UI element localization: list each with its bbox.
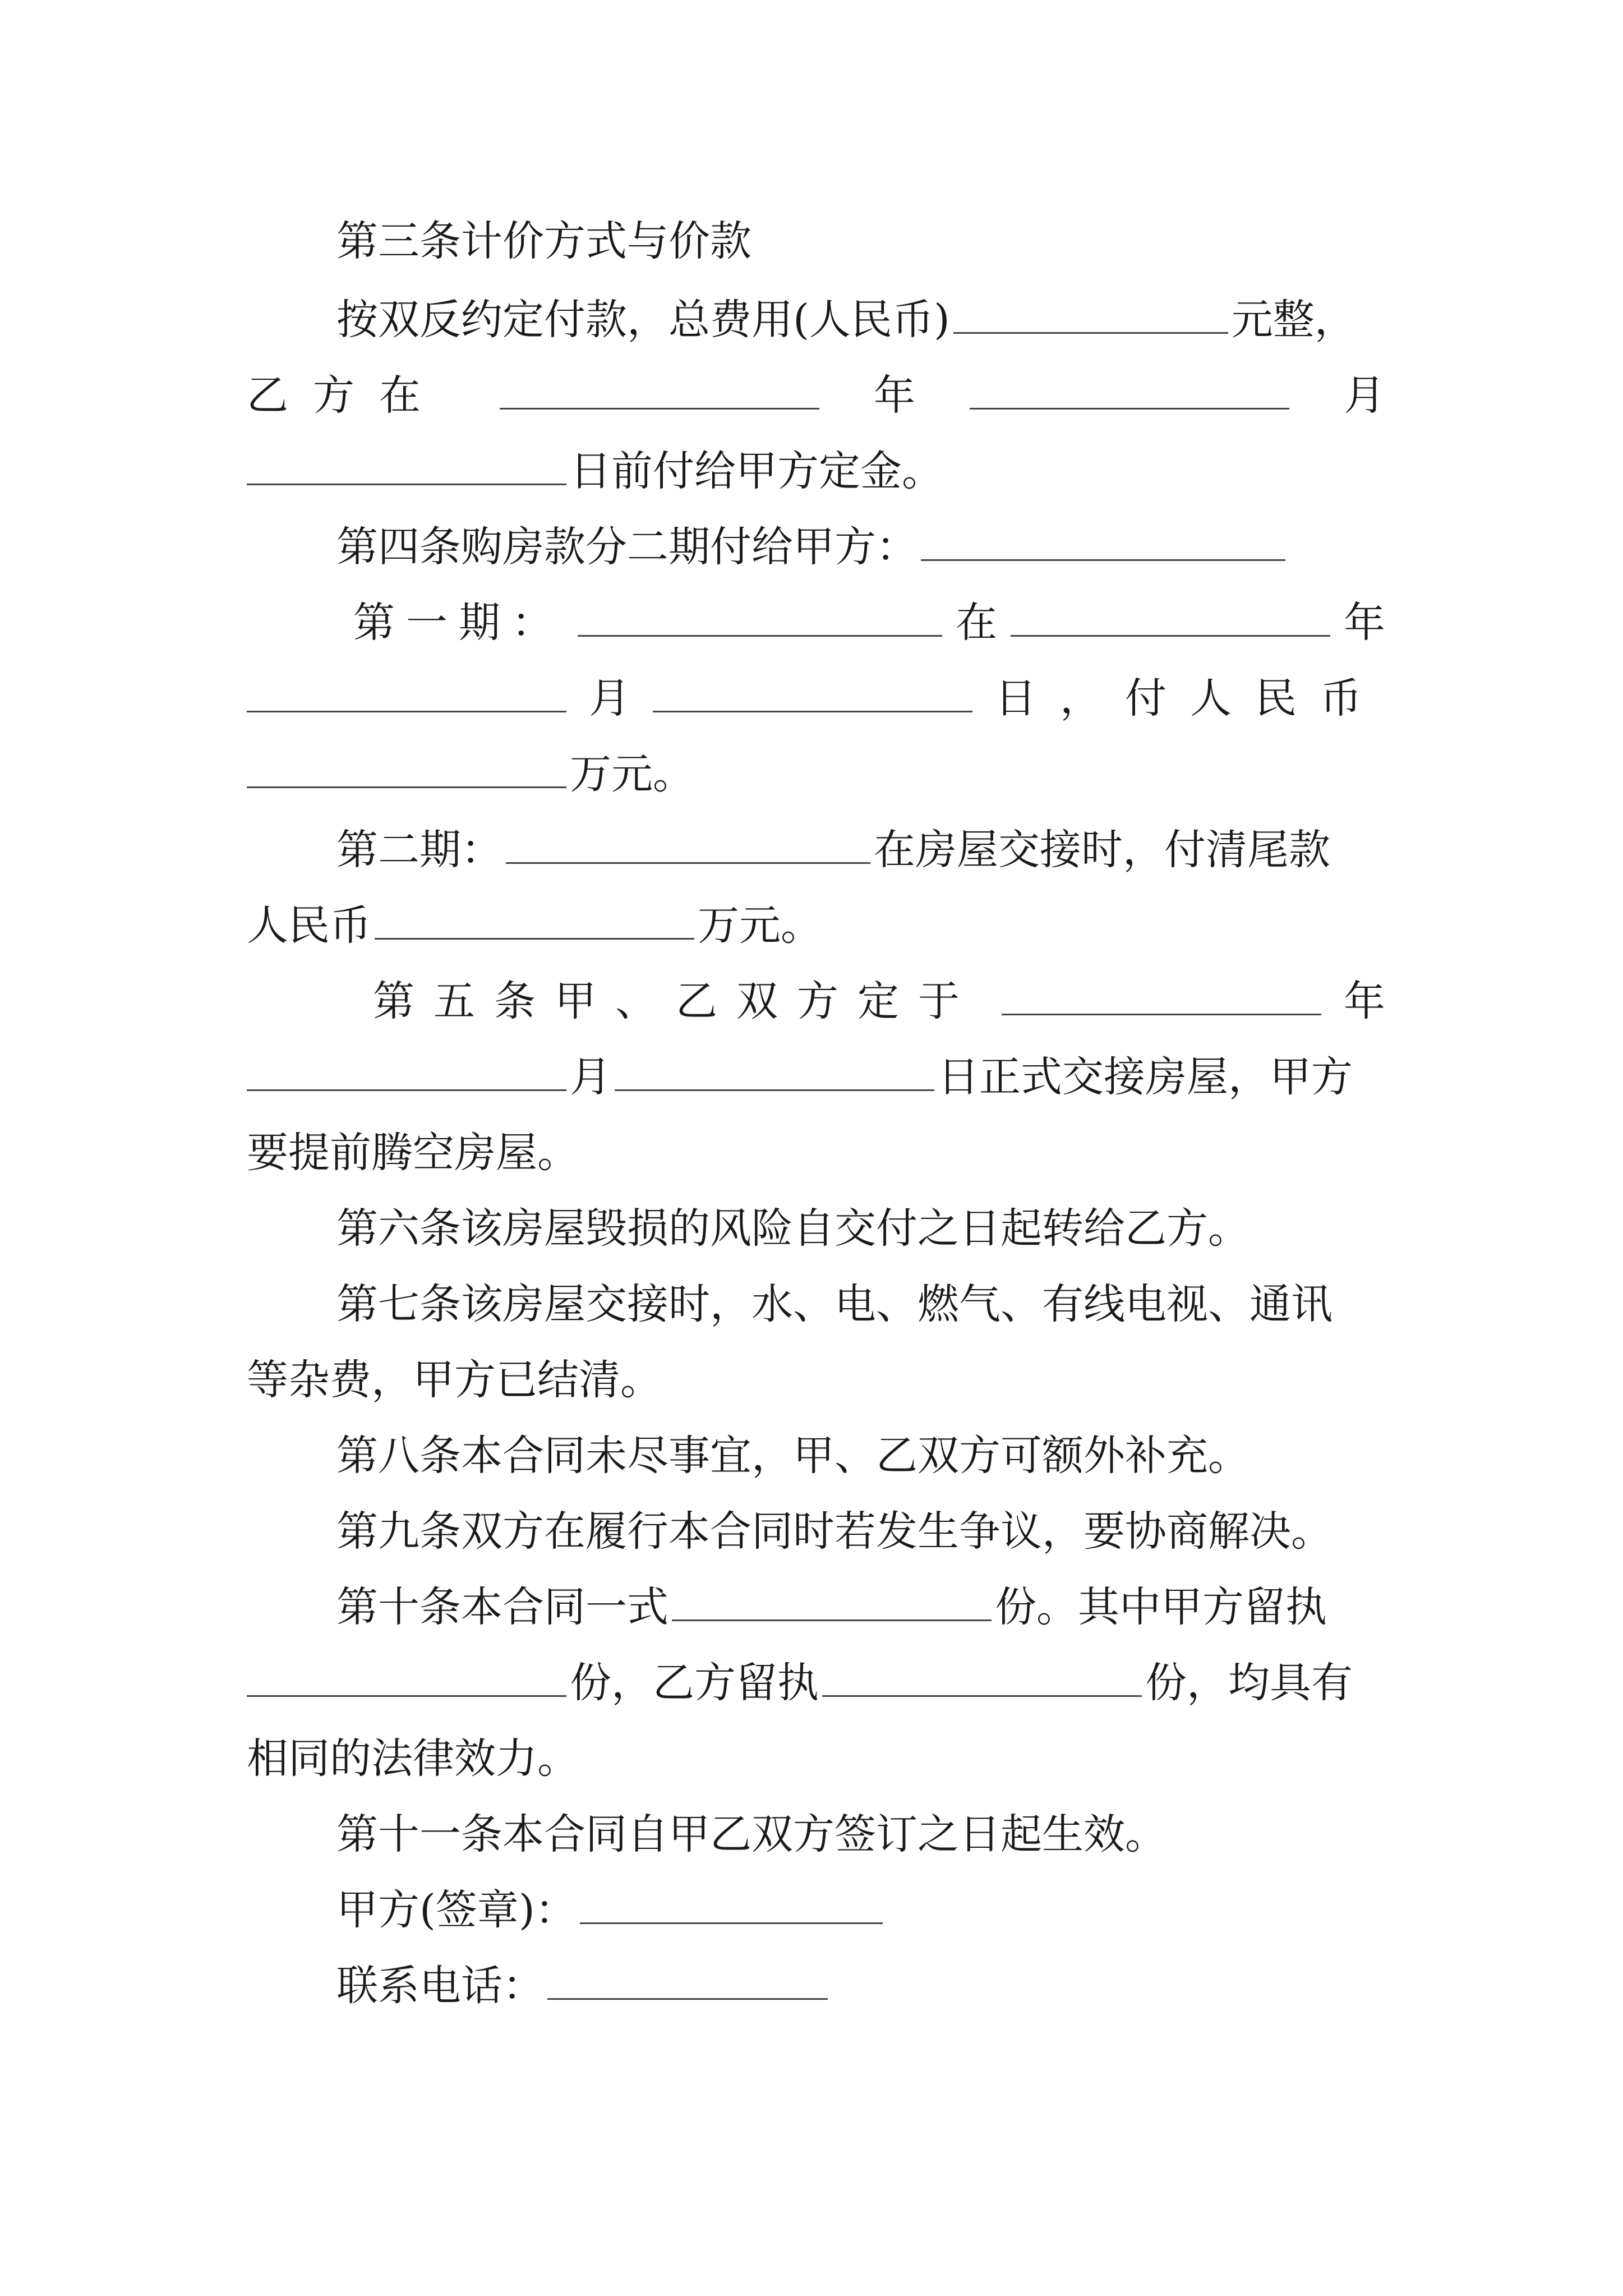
text-fragment: 第一期： — [353, 599, 564, 647]
fill-blank-installment-1-year[interactable] — [1011, 601, 1330, 637]
fill-blank-article-4[interactable] — [921, 526, 1285, 561]
text-fragment: 人民币 — [247, 901, 371, 950]
text-fragment: 第七条该房屋交接时，水、电、燃气、有线电视、通讯 — [336, 1280, 1332, 1328]
text-fragment: 元整， — [1231, 296, 1356, 344]
article-3-line-2 — [247, 367, 1385, 424]
text-fragment: 第十条本合同一式 — [336, 1583, 668, 1631]
article-5-line-3 — [247, 1125, 1385, 1181]
text-fragment: 按双反约定付款，总费用(人民币) — [336, 296, 950, 344]
text-fragment: 第五条甲、乙双方定于 — [373, 977, 979, 1025]
text-fragment: 在 — [956, 599, 997, 647]
fill-blank-day[interactable] — [247, 450, 566, 485]
installment-2-line-1 — [336, 822, 1385, 878]
fill-blank-copies-party-b[interactable] — [822, 1662, 1142, 1697]
installment-1-line-1 — [353, 595, 1385, 651]
text-fragment: 万元。 — [570, 750, 694, 798]
text-fragment: 要提前腾空房屋。 — [247, 1129, 579, 1177]
fill-blank-copies-total[interactable] — [672, 1586, 992, 1621]
fill-blank-year[interactable] — [500, 374, 819, 409]
fill-blank-installment-1-day[interactable] — [653, 677, 972, 712]
fill-blank-handover-day[interactable] — [615, 1056, 934, 1091]
text-fragment: 第二期： — [336, 826, 502, 874]
fill-blank-installment-1-amount[interactable] — [247, 753, 566, 788]
contact-phone-line — [336, 1958, 1385, 2014]
article-3-line-1 — [336, 292, 1385, 348]
fill-blank-handover-year[interactable] — [1002, 980, 1321, 1015]
text-fragment: 年 — [874, 371, 915, 420]
fill-blank-installment-2-amount[interactable] — [375, 904, 694, 940]
text-fragment: 甲方(签章)： — [336, 1886, 577, 1934]
fill-blank-handover-month[interactable] — [247, 1056, 566, 1091]
fill-blank-total-fee[interactable] — [953, 298, 1228, 334]
fill-blank-month[interactable] — [970, 374, 1289, 409]
text-fragment: 第十一条本合同自甲乙双方签订之日起生效。 — [336, 1810, 1166, 1858]
text-fragment: 日，付人民币 — [995, 674, 1385, 723]
party-a-signature-line — [336, 1882, 1385, 1938]
installment-2-line-2 — [247, 898, 1385, 954]
article-3-heading — [336, 213, 1385, 269]
text-fragment: 第四条购房款分二期付给甲方： — [336, 523, 917, 571]
fill-blank-installment-1-month[interactable] — [247, 677, 566, 712]
text-fragment: 日前付给甲方定金。 — [570, 447, 943, 495]
article-10-line-2 — [247, 1655, 1385, 1711]
article-7-line-1 — [336, 1276, 1385, 1332]
article-10-line-1 — [336, 1579, 1385, 1635]
fill-blank-copies-party-a[interactable] — [247, 1662, 566, 1697]
text-fragment: 第九条双方在履行本合同时若发生争议，要协商解决。 — [336, 1507, 1332, 1556]
article-11 — [336, 1806, 1385, 1862]
article-5-line-2 — [247, 1049, 1385, 1105]
article-8 — [336, 1428, 1385, 1484]
text-fragment: 年 — [1344, 599, 1385, 647]
article-5-line-1 — [373, 973, 1385, 1029]
article-10-line-3 — [247, 1731, 1385, 1787]
text-fragment: 第六条该房屋毁损的风险自交付之日起转给乙方。 — [336, 1204, 1249, 1253]
article-9 — [336, 1503, 1385, 1559]
installment-1-line-2 — [247, 670, 1385, 726]
text-fragment: 份。其中甲方留执 — [995, 1583, 1327, 1631]
fill-blank-installment-2-terms[interactable] — [506, 829, 870, 864]
text-fragment: 月 — [1344, 371, 1385, 420]
article-4-line-1 — [336, 519, 1385, 575]
fill-blank-installment-1-terms[interactable] — [578, 601, 942, 637]
article-7-line-2 — [247, 1352, 1385, 1408]
article-3-title: 第三条计价方式与价款 — [336, 217, 751, 265]
text-fragment: 联系电话： — [336, 1962, 544, 2010]
article-6 — [336, 1200, 1385, 1257]
text-fragment: 日正式交接房屋，甲方 — [938, 1053, 1353, 1101]
text-fragment: 年 — [1344, 977, 1385, 1025]
article-3-line-3 — [247, 443, 1385, 499]
text-fragment: 等杂费，甲方已结清。 — [247, 1356, 662, 1404]
text-fragment: 万元。 — [698, 901, 822, 950]
text-fragment: 份，均具有 — [1145, 1659, 1353, 1707]
text-fragment: 第八条本合同未尽事宜，甲、乙双方可额外补充。 — [336, 1432, 1249, 1480]
text-fragment: 乙方在 — [247, 371, 445, 420]
installment-1-line-3 — [247, 746, 1385, 802]
text-fragment: 在房屋交接时，付清尾款 — [874, 826, 1330, 874]
fill-blank-party-a-signature[interactable] — [580, 1889, 883, 1924]
text-fragment: 相同的法律效力。 — [247, 1734, 579, 1783]
text-fragment: 月 — [589, 674, 630, 723]
text-fragment: 月 — [570, 1053, 611, 1101]
fill-blank-contact-phone[interactable] — [547, 1964, 828, 2000]
text-fragment: 份，乙方留执 — [570, 1659, 819, 1707]
